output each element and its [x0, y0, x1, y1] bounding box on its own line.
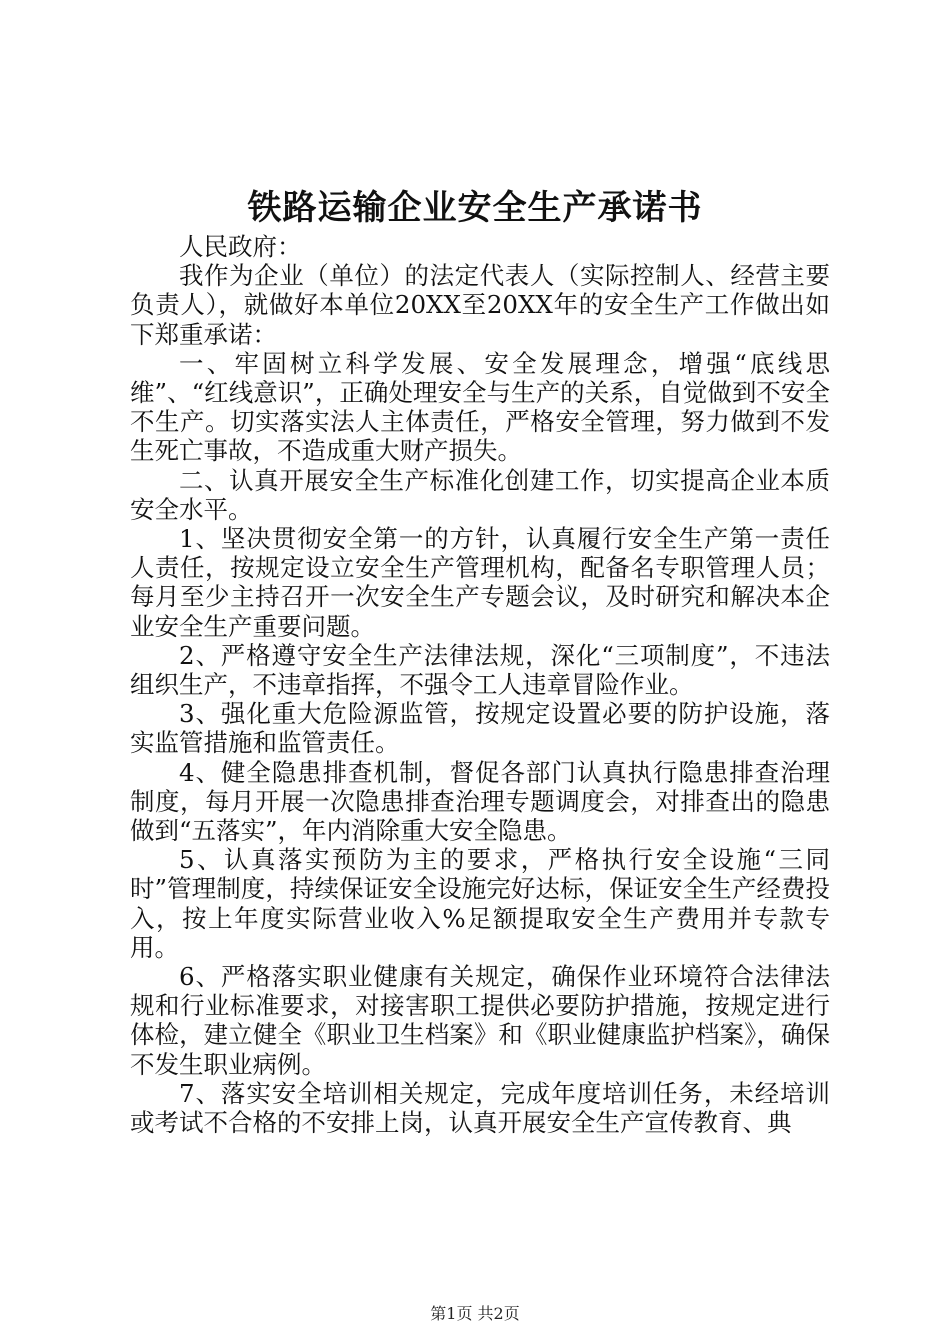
- paragraph-sub-7: 7、落实安全培训相关规定，完成年度培训任务，未经培训或考试不合格的不安排上岗，认真开展安全生产宣传教育、典: [130, 1078, 830, 1138]
- paragraph-sub-1: 1、坚决贯彻安全第一的方针，认真履行安全生产第一责任人责任，按规定设立安全生产管理机构，配备名专职管理人员；每月至少主持召开一次安全生产专题会议，及时研究和解决本企业安全生产重要问题。: [130, 524, 830, 641]
- paragraph-sub-6: 6、严格落实职业健康有关规定，确保作业环境符合法律法规和行业标准要求，对接害职工提供必要防护措施，按规定进行体检，建立健全《职业卫生档案》和《职业健康监护档案》，确保不发生职业病例。: [130, 962, 830, 1079]
- paragraph-sub-3: 3、强化重大危险源监管，按规定设置必要的防护设施，落实监管措施和监管责任。: [130, 699, 830, 758]
- paragraph-sub-5: 5、认真落实预防为主的要求，严格执行安全设施“三同时”管理制度，持续保证安全设施完好达标，保证安全生产经费投入，按上年度实际营业收入%足额提取安全生产费用并专款专用。: [130, 845, 830, 962]
- paragraph-intro: 我作为企业（单位）的法定代表人（实际控制人、经营主要负责人），就做好本单位20XX至20XX年的安全生产工作做出如下郑重承诺：: [130, 261, 830, 349]
- salutation: 人民政府：: [179, 232, 302, 261]
- paragraph-item-2: 二、认真开展安全生产标准化创建工作，切实提高企业本质安全水平。: [130, 465, 830, 524]
- document-body: [130, 232, 830, 1137]
- paragraph-item-1: 一、牢固树立科学发展、安全发展理念，增强“底线思维”、“红线意识”，正确处理安全与生产的关系，自觉做到不安全不生产。切实落实法人主体责任，严格安全管理，努力做到不发生死亡事故，不造成重大财产损失。: [130, 348, 830, 466]
- page-footer: 第1页 共2页: [430, 1304, 520, 1323]
- paragraph-sub-2: 2、严格遵守安全生产法律法规，深化“三项制度”，不违法组织生产，不违章指挥，不强令工人违章冒险作业。: [130, 640, 830, 700]
- document-title: 铁路运输企业安全生产承诺书: [247, 188, 703, 228]
- paragraph-sub-4: 4、健全隐患排查机制，督促各部门认真执行隐患排查治理制度，每月开展一次隐患排查治理专题调度会，对排查出的隐患做到“五落实”，年内消除重大安全隐患。: [130, 757, 830, 846]
